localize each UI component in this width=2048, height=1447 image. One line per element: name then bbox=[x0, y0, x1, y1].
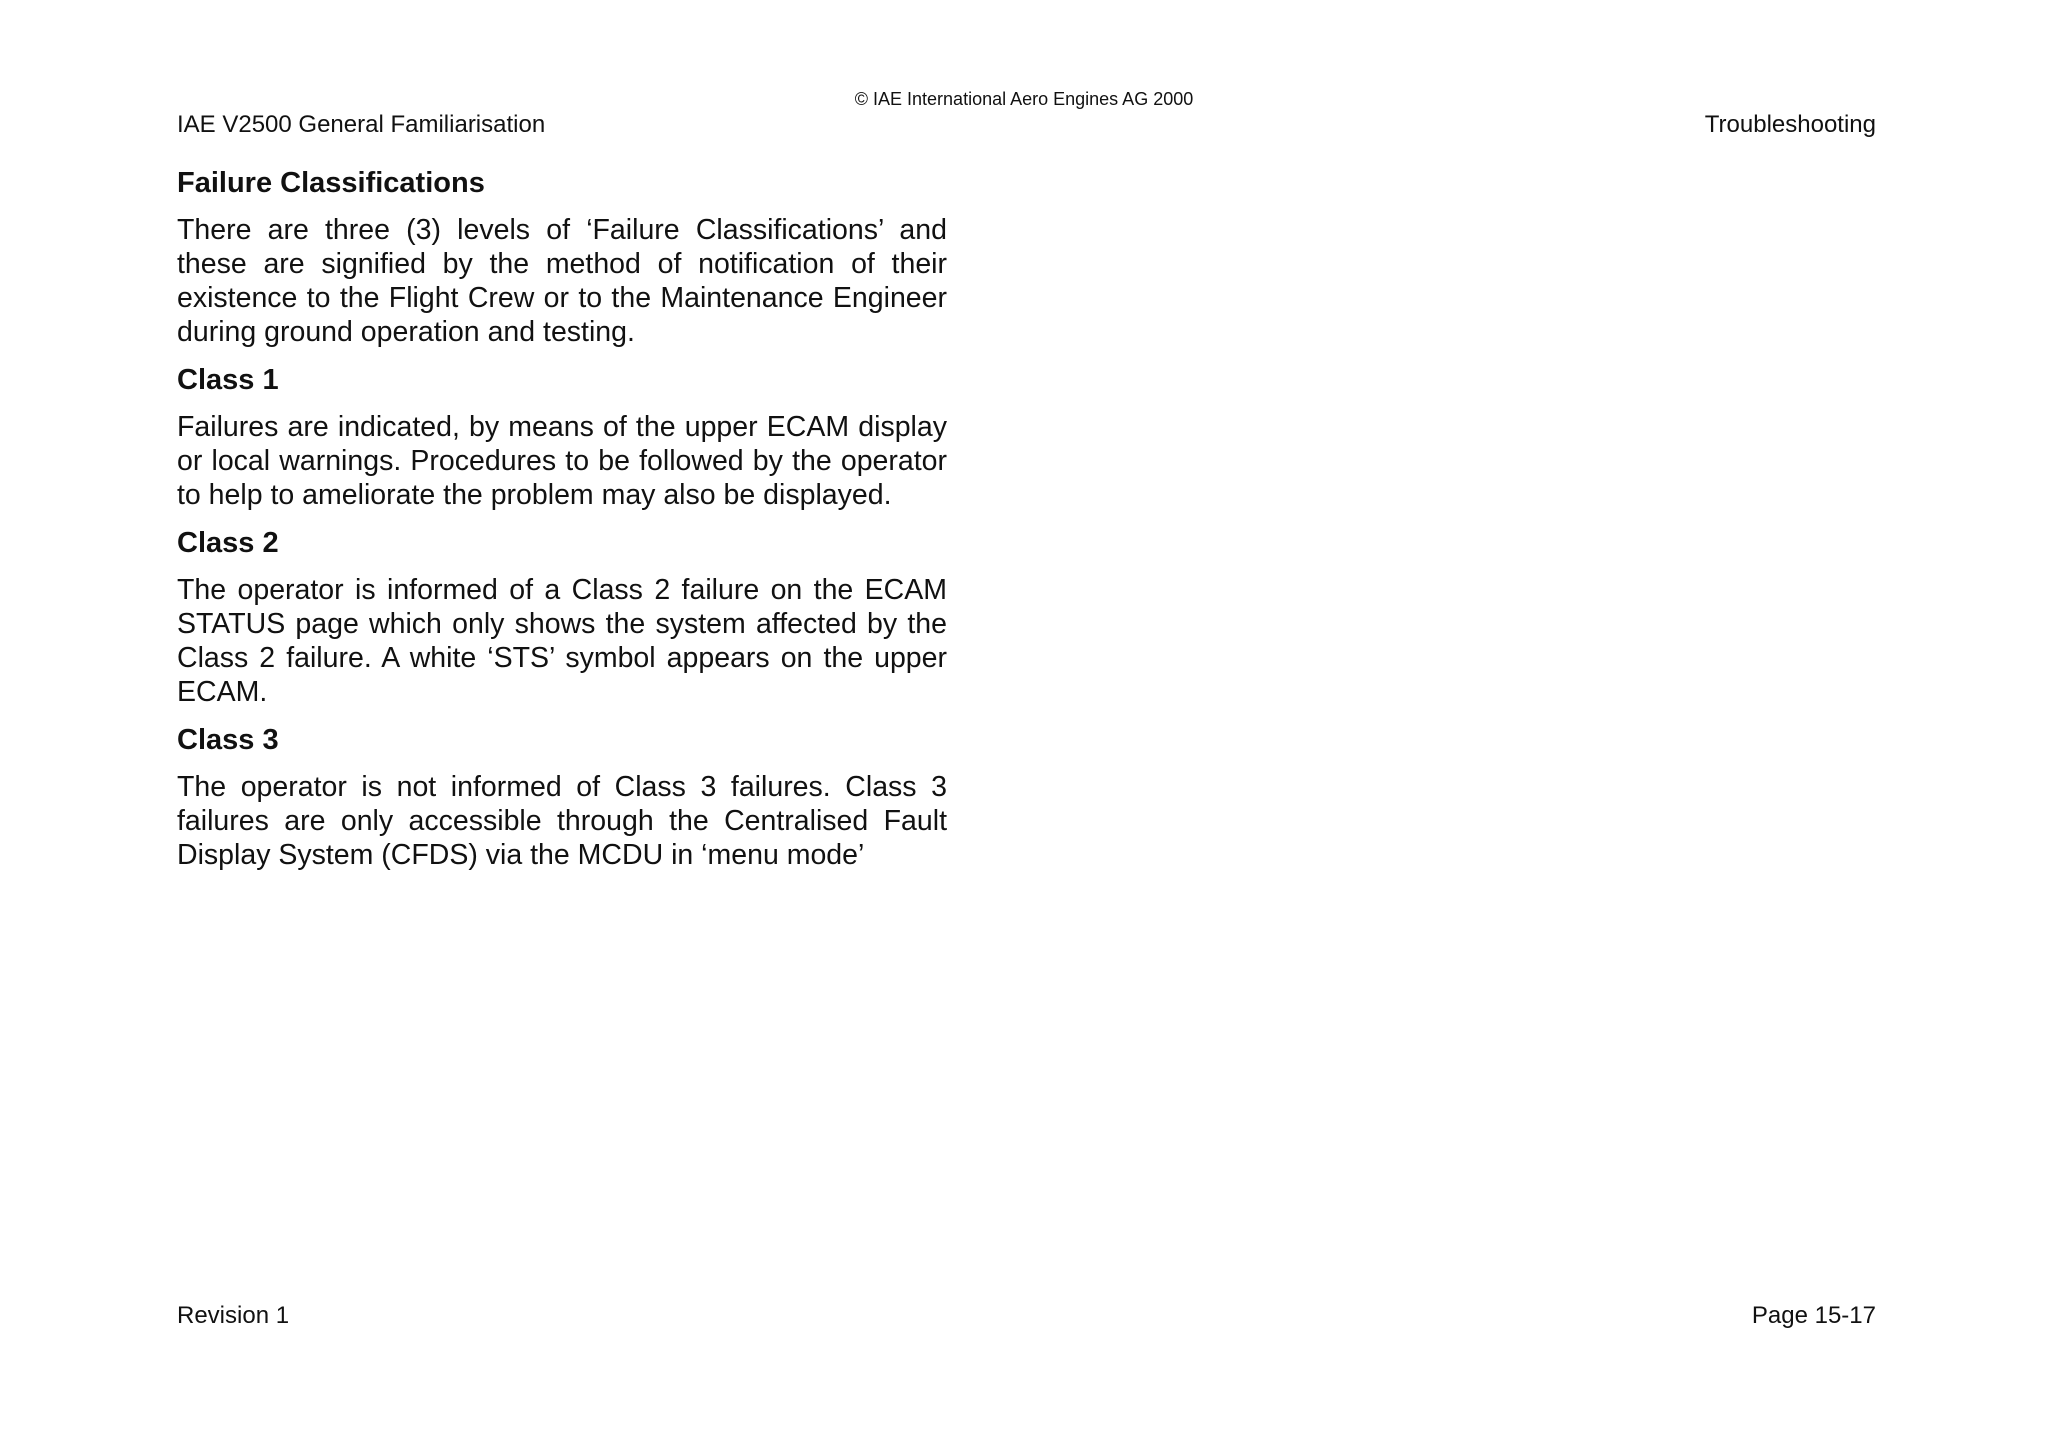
class-1-paragraph: Failures are indicated, by means of the upper ECAM display or local warnings. Procedures to be followed by the operator to help to ameliorate the problem may also be displayed. bbox=[177, 411, 947, 511]
main-content bbox=[177, 166, 947, 886]
class-3-paragraph: The operator is not informed of Class 3 failures. Class 3 failures are only accessible through the Centralised Fault Display System (CFDS) via the MCDU in ‘menu mode’ bbox=[177, 771, 947, 871]
class-2-heading: Class 2 bbox=[177, 527, 279, 559]
intro-paragraph: There are three (3) levels of ‘Failure Classifications’ and these are signified by the method of notification of their existence to the Flight Crew or to the Maintenance Engineer during ground operation and testing. bbox=[177, 214, 947, 348]
revision-label: Revision 1 bbox=[177, 1302, 290, 1329]
copyright-notice: © IAE International Aero Engines AG 2000 bbox=[854, 89, 1194, 109]
class-3-heading: Class 3 bbox=[177, 724, 279, 756]
document-title: IAE V2500 General Familiarisation bbox=[177, 111, 546, 138]
class-2-paragraph: The operator is informed of a Class 2 failure on the ECAM STATUS page which only shows the system affected by the Class 2 failure. A white ‘STS’ symbol appears on the upper ECAM. bbox=[177, 574, 947, 708]
section-title: Troubleshooting bbox=[1704, 111, 1876, 138]
page-heading: Failure Classifications bbox=[177, 167, 485, 199]
page-number: Page 15-17 bbox=[1751, 1302, 1876, 1329]
class-1-heading: Class 1 bbox=[177, 364, 279, 396]
